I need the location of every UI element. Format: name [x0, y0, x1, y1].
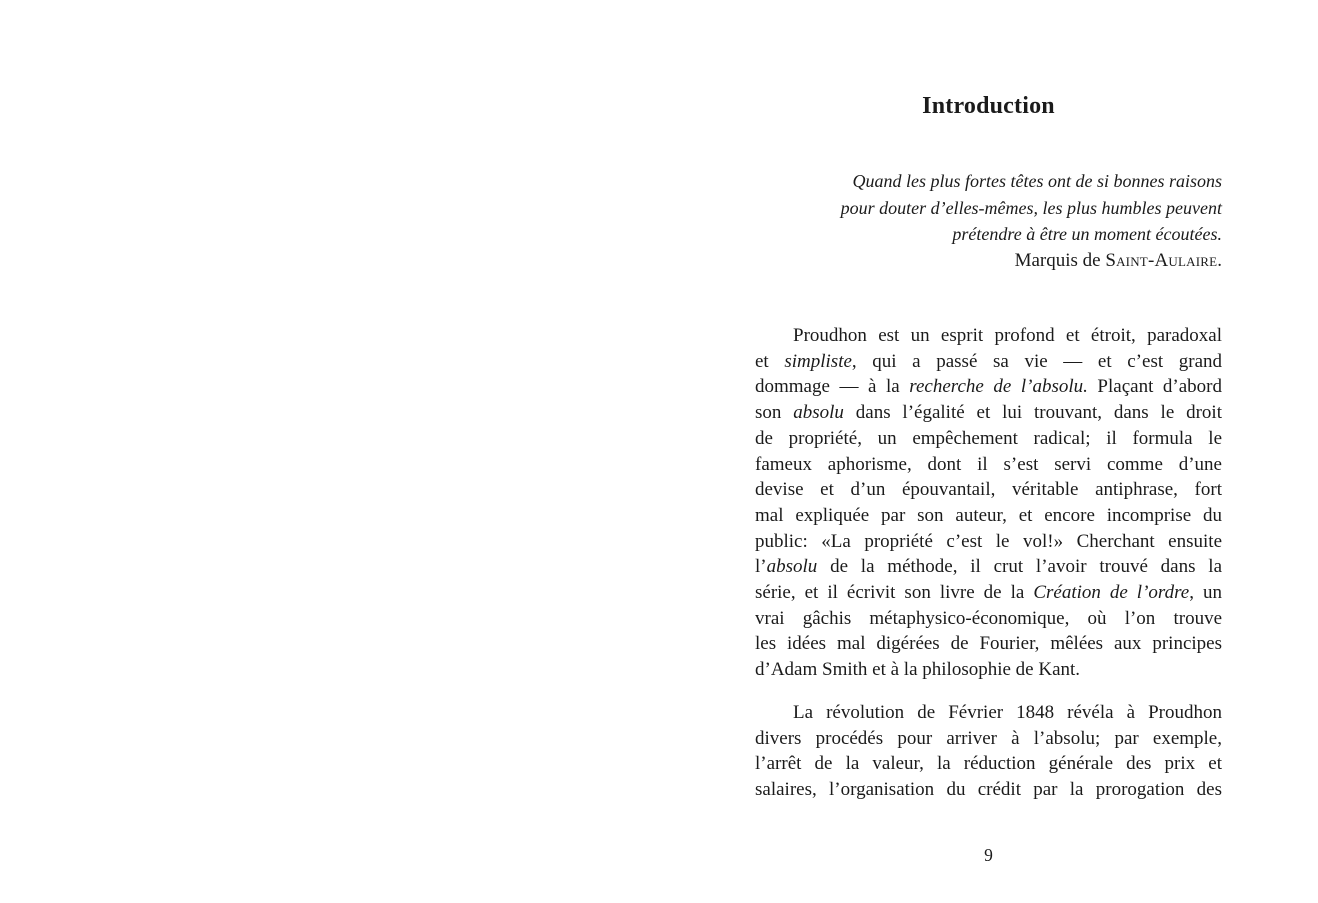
epigraph-line: pour douter d’elles-mêmes, les plus humbles peuvent: [840, 197, 1222, 218]
page-number: 9: [984, 845, 993, 865]
epigraph: [755, 168, 1222, 274]
text-line: salaires, l’organisation du crédit par la prorogation des: [755, 778, 1222, 800]
paragraph: [755, 700, 1222, 803]
text-line: son absolu dans l’égalité et lui trouvant, dans le droit: [755, 402, 1222, 424]
epigraph-line: prétendre à être un moment écoutées.: [952, 224, 1222, 245]
text-line: divers procédés pour arriver à l’absolu; par exemple,: [755, 727, 1222, 749]
text-line: de propriété, un empêchement radical; il formula le: [755, 427, 1222, 449]
attribution-name: Saint-Aulaire: [1105, 249, 1218, 271]
epigraph-line: Quand les plus fortes têtes ont de si bonnes raisons: [852, 171, 1222, 191]
text-line: et simpliste, qui a passé sa vie — et c’est grand: [755, 350, 1222, 372]
text-line: dommage — à la recherche de l’absolu. Plaçant d’abord: [755, 376, 1222, 398]
text-line: devise et d’un épouvantail, véritable antiphrase, fort: [755, 479, 1222, 501]
text-line: l’arrêt de la valeur, la réduction générale des prix et: [755, 753, 1222, 775]
chapter-title: Introduction: [922, 93, 1055, 119]
text-line: vrai gâchis métaphysico-économique, où l’on trouve: [755, 607, 1222, 629]
text-line: d’Adam Smith et à la philosophie de Kant.: [755, 659, 1081, 681]
text-line: La révolution de Février 1848 révéla à Proudhon: [793, 701, 1222, 723]
paragraph: [755, 323, 1222, 683]
text-line: Proudhon est un esprit profond et étroit, paradoxal: [793, 325, 1222, 346]
text-line: les idées mal digérées de Fourier, mêlées aux principes: [755, 633, 1222, 655]
text-column: [755, 0, 1222, 903]
body-text: [755, 323, 1222, 803]
text-line: fameux aphorisme, dont il s’est servi comme d’une: [755, 453, 1222, 475]
text-line: public: «La propriété c’est le vol!» Cherchant ensuite: [755, 530, 1222, 552]
attribution-suffix: .: [1217, 249, 1222, 271]
attribution-prefix: Marquis de: [1014, 249, 1106, 271]
text-line: l’absolu de la méthode, il crut l’avoir trouvé dans la: [755, 556, 1222, 578]
epigraph-lines: [755, 168, 1222, 248]
text-line: mal expliquée par son auteur, et encore incomprise du: [755, 504, 1222, 526]
text-line: série, et il écrivit son livre de la Création de l’ordre, un: [755, 582, 1222, 604]
epigraph-attribution: [755, 248, 1222, 275]
